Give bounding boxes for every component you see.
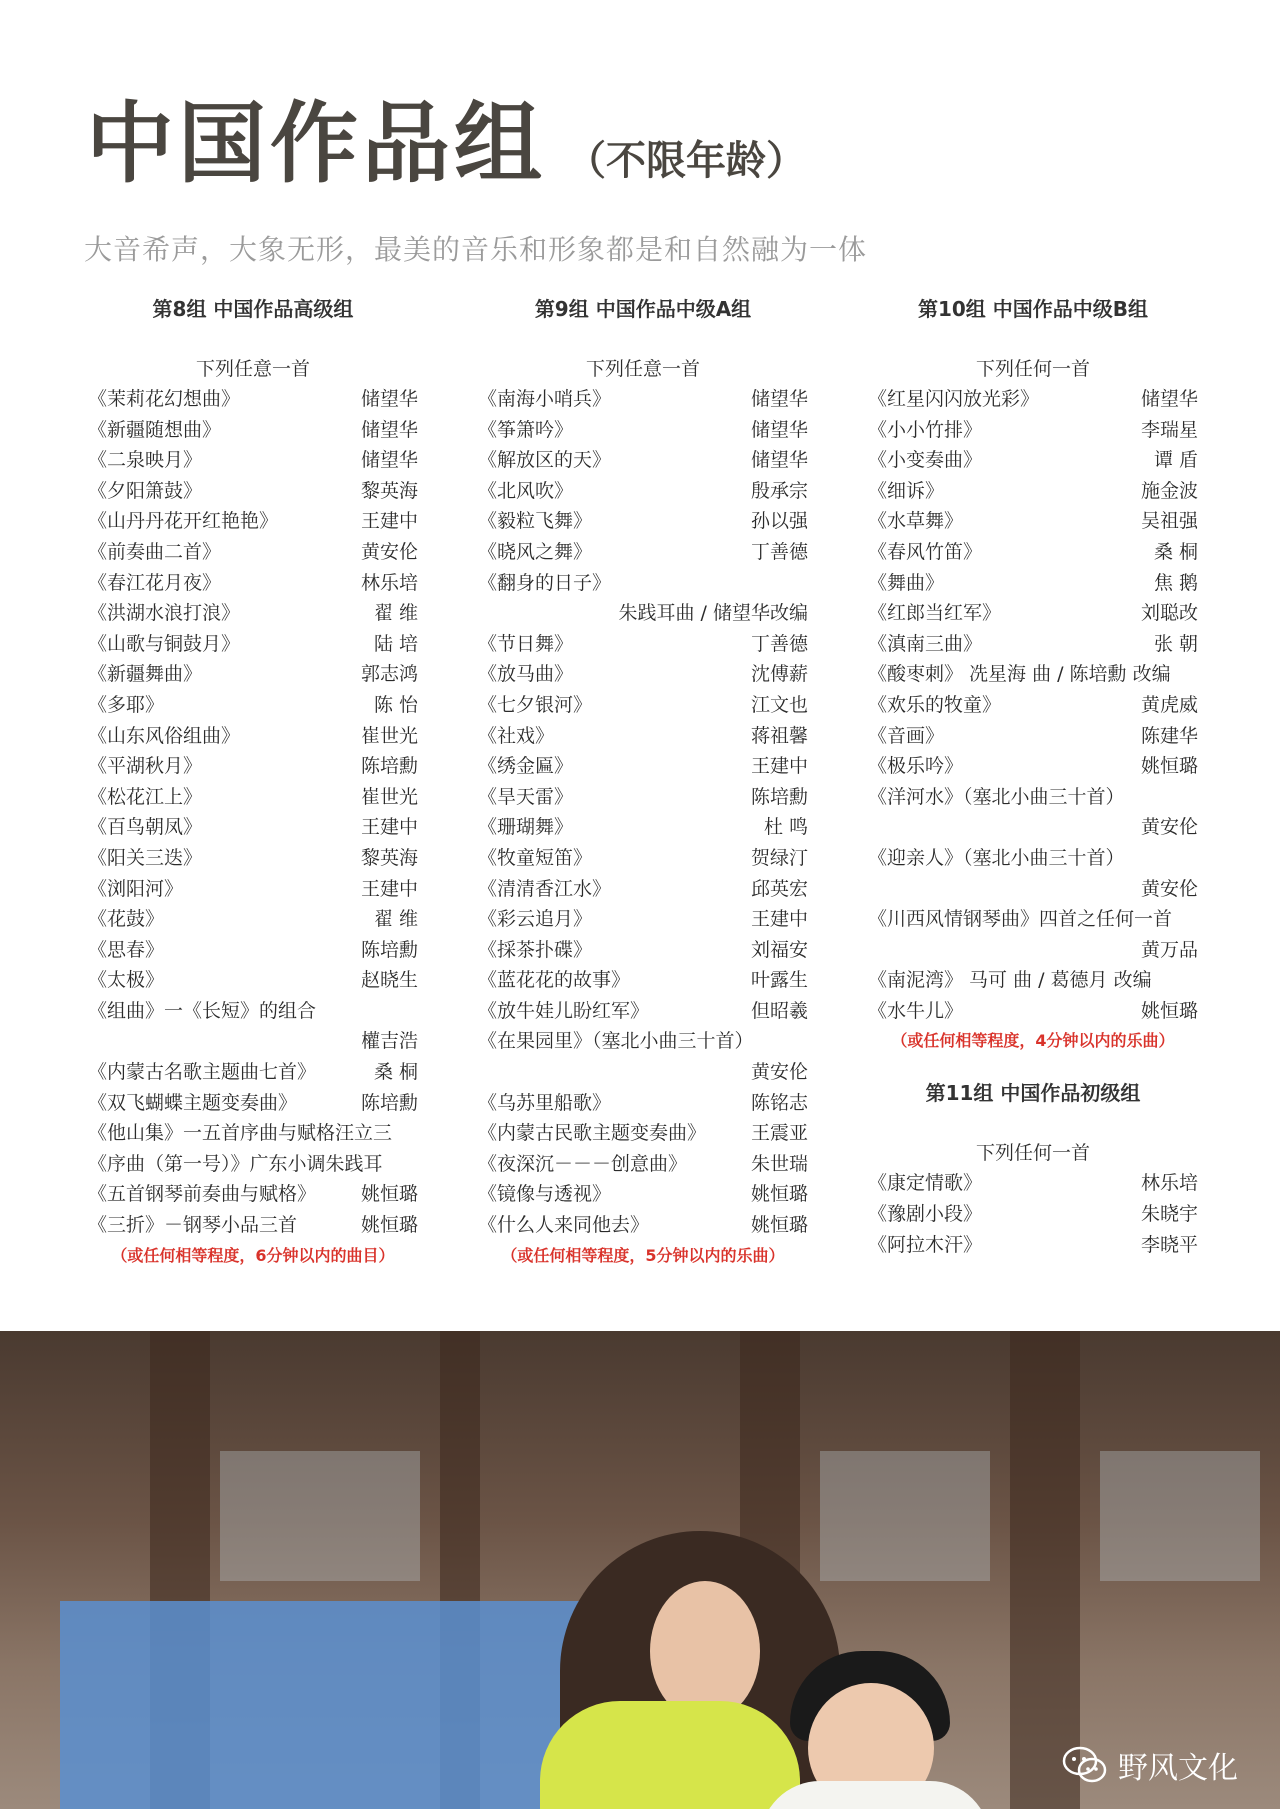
piece-title: 《内蒙古名歌主题曲七首》 bbox=[88, 1061, 317, 1084]
piece-composer: 江文也 bbox=[750, 693, 808, 716]
piece-title: 《小变奏曲》 bbox=[868, 449, 983, 472]
piece-title: 《康定情歌》 bbox=[868, 1172, 983, 1195]
piece-composer: 陈 怡 bbox=[373, 693, 418, 716]
piece-composer: 沈傅薪 bbox=[750, 663, 808, 686]
piece-composer: 储望华 bbox=[1140, 388, 1198, 410]
piece-row bbox=[478, 1149, 808, 1180]
piece-composer: 黄安伦 bbox=[1140, 877, 1198, 900]
piece-title: 《迎亲人》（塞北小曲三十首） bbox=[868, 846, 1125, 869]
piece-row bbox=[868, 965, 1198, 996]
piece-composer: 丁善德 bbox=[750, 540, 808, 563]
piece-composer: 翟 维 bbox=[373, 908, 418, 931]
piece-composer: 王建中 bbox=[360, 877, 418, 900]
piece-title: 《牧童短笛》 bbox=[478, 846, 593, 869]
blue-banner bbox=[60, 1601, 620, 1809]
piece-title: 《太极》 bbox=[88, 969, 165, 992]
piece-row bbox=[478, 1057, 808, 1088]
piece-row bbox=[478, 1088, 808, 1119]
piece-row bbox=[88, 1057, 418, 1088]
piece-row bbox=[88, 751, 418, 782]
piece-title: 《山东风俗组曲》 bbox=[88, 724, 241, 747]
piece-composer: 陈培勳 bbox=[360, 938, 418, 961]
piece-row bbox=[478, 1118, 808, 1149]
piece-title: 《夜深沉－－－创意曲》 bbox=[478, 1152, 688, 1175]
piece-title: 《阳关三迭》 bbox=[88, 846, 203, 869]
piece-row bbox=[88, 904, 418, 935]
piece-title: 《内蒙古民歌主题变奏曲》 bbox=[478, 1122, 707, 1145]
piece-composer: 王建中 bbox=[360, 510, 418, 533]
piece-row bbox=[478, 506, 808, 537]
piece-title: 《七夕银河》 bbox=[478, 693, 593, 716]
piece-title: 《三折》－钢琴小品三首 bbox=[88, 1214, 298, 1237]
piece-composer: 储望华 bbox=[750, 418, 808, 441]
piece-row bbox=[478, 629, 808, 660]
page-title bbox=[86, 92, 807, 195]
piece-composer: 张 朝 bbox=[1153, 632, 1198, 655]
piece-title: 《阿拉木汗》 bbox=[868, 1233, 983, 1256]
group-11-heading: 第11组 中国作品初级组 bbox=[925, 1081, 1141, 1106]
piece-row bbox=[478, 751, 808, 782]
piece-title: 《水牛儿》 bbox=[868, 999, 964, 1022]
piece-title: 《春风竹笛》 bbox=[868, 540, 983, 563]
piece-row bbox=[88, 965, 418, 996]
piece-composer: 吴祖强 bbox=[1140, 510, 1198, 533]
piece-row bbox=[478, 782, 808, 813]
piece-row bbox=[88, 629, 418, 660]
piece-row bbox=[868, 721, 1198, 752]
group-11-instruction: 下列任何一首 bbox=[975, 1142, 1090, 1165]
piece-row bbox=[88, 935, 418, 966]
piece-row bbox=[868, 843, 1198, 874]
group-8-heading: 第8组 中国作品高级组 bbox=[152, 297, 354, 321]
piece-title: 《小小竹排》 bbox=[868, 418, 983, 441]
piece-composer: 叶露生 bbox=[750, 969, 808, 992]
piece-title: 《多耶》 bbox=[88, 693, 165, 716]
piece-title: 《春江花月夜》 bbox=[88, 571, 222, 594]
piece-row bbox=[868, 874, 1198, 905]
piece-title: 《洋河水》（塞北小曲三十首） bbox=[868, 785, 1125, 808]
piece-composer: 施金波 bbox=[1140, 479, 1198, 502]
piece-composer: 崔世光 bbox=[360, 724, 418, 747]
piece-row bbox=[88, 415, 418, 446]
piece-title: 《北风吹》 bbox=[478, 479, 574, 502]
piece-row bbox=[868, 904, 1198, 935]
piece-title: 《平湖秋月》 bbox=[88, 755, 203, 778]
group-10-heading: 第10组 中国作品中级B组 bbox=[917, 297, 1149, 321]
piece-title: 《珊瑚舞》 bbox=[478, 816, 574, 839]
piece-composer: 杜 鸣 bbox=[763, 816, 808, 839]
piece-row bbox=[88, 598, 418, 629]
piece-composer: 權吉浩 bbox=[360, 1030, 418, 1053]
piece-composer: 储望华 bbox=[360, 388, 418, 410]
piece-row bbox=[478, 415, 808, 446]
piece-title: 《水草舞》 bbox=[868, 510, 964, 533]
piece-title: 《新疆舞曲》 bbox=[88, 663, 203, 686]
title-age-note: （不限年龄） bbox=[566, 138, 807, 184]
piece-row bbox=[478, 935, 808, 966]
group-9-column bbox=[478, 294, 808, 1271]
piece-title: 《採茶扑碟》 bbox=[478, 938, 593, 961]
main-title: 中国作品组 bbox=[86, 92, 547, 195]
piece-composer: 陈铭志 bbox=[750, 1091, 808, 1114]
piece-row bbox=[478, 537, 808, 568]
piece-row bbox=[88, 843, 418, 874]
piece-composer: 王震亚 bbox=[750, 1122, 808, 1145]
piece-composer: 但昭羲 bbox=[750, 999, 808, 1022]
piece-composer: 王建中 bbox=[360, 816, 418, 839]
piece-composer: 王建中 bbox=[750, 755, 808, 778]
piece-title: 《山丹丹花开红艳艳》 bbox=[88, 510, 279, 533]
group-9-heading: 第9组 中国作品中级A组 bbox=[534, 297, 752, 321]
piece-composer: 蒋祖馨 bbox=[750, 724, 808, 747]
piece-title: 《放牛娃儿盼红军》 bbox=[478, 999, 650, 1022]
piece-title: 《彩云追月》 bbox=[478, 908, 593, 931]
piece-row bbox=[88, 1149, 418, 1180]
piece-row bbox=[478, 1026, 808, 1057]
piece-title: 《欢乐的牧童》 bbox=[868, 693, 1002, 716]
piece-row bbox=[868, 384, 1198, 415]
piece-title: 《筝箫吟》 bbox=[478, 418, 574, 441]
piece-title: 《乌苏里船歌》 bbox=[478, 1091, 612, 1114]
piece-title: 《百鸟朝凤》 bbox=[88, 816, 203, 839]
piece-row bbox=[868, 506, 1198, 537]
piece-row bbox=[868, 1199, 1198, 1230]
piece-title: 《二泉映月》 bbox=[88, 449, 203, 472]
piece-composer: 储望华 bbox=[750, 388, 808, 410]
piece-row bbox=[478, 812, 808, 843]
piece-title: 《松花江上》 bbox=[88, 785, 203, 808]
piece-composer: 翟 维 bbox=[373, 602, 418, 625]
piece-row bbox=[88, 537, 418, 568]
piece-row bbox=[868, 415, 1198, 446]
piece-row bbox=[478, 1210, 808, 1241]
piece-title: 《组曲》一《长短》的组合 bbox=[88, 999, 317, 1022]
piece-title: 《川西风情钢琴曲》四首之任何一首 bbox=[868, 908, 1173, 931]
piece-row bbox=[478, 476, 808, 507]
piece-composer: 储望华 bbox=[360, 449, 418, 472]
group-8-instruction: 下列任意一首 bbox=[195, 358, 310, 380]
piece-composer: 谭 盾 bbox=[1153, 449, 1198, 472]
piece-title: 《他山集》一五首序曲与赋格汪立三 bbox=[88, 1122, 393, 1145]
piece-row bbox=[88, 445, 418, 476]
piece-title: 《毅粒飞舞》 bbox=[478, 510, 593, 533]
piece-composer: 刘聪改 bbox=[1140, 602, 1198, 625]
piece-composer: 郭志鸿 bbox=[360, 663, 418, 686]
photo-mother-and-son bbox=[0, 1331, 1280, 1809]
piece-row bbox=[478, 843, 808, 874]
piece-composer: 储望华 bbox=[750, 449, 808, 472]
piece-composer: 桑 桐 bbox=[373, 1061, 418, 1084]
group-10-instruction: 下列任何一首 bbox=[975, 358, 1090, 380]
piece-composer: 黄安伦 bbox=[750, 1061, 808, 1084]
piece-title: 《序曲（第一号）》广东小调朱践耳 bbox=[88, 1152, 383, 1175]
piece-row bbox=[868, 445, 1198, 476]
piece-composer: 黄安伦 bbox=[1140, 816, 1198, 839]
piece-title: 《放马曲》 bbox=[478, 663, 574, 686]
piece-composer: 姚恒璐 bbox=[1140, 999, 1198, 1022]
piece-row bbox=[88, 568, 418, 599]
group-8-column bbox=[88, 294, 418, 1271]
watermark-text: 野风文化 bbox=[1118, 1751, 1238, 1786]
piece-row bbox=[478, 996, 808, 1027]
piece-composer: 朱践耳曲 / 储望华改编 bbox=[618, 602, 808, 625]
piece-row bbox=[868, 751, 1198, 782]
piece-row bbox=[478, 659, 808, 690]
piece-row bbox=[478, 384, 808, 415]
piece-row bbox=[88, 1088, 418, 1119]
piece-row bbox=[88, 506, 418, 537]
piece-row bbox=[868, 782, 1198, 813]
piece-composer: 朱世瑞 bbox=[750, 1152, 808, 1175]
piece-row bbox=[88, 1118, 418, 1149]
piece-row bbox=[478, 598, 808, 629]
piece-composer: 姚恒璐 bbox=[360, 1214, 418, 1237]
piece-title: 《在果园里》（塞北小曲三十首） bbox=[478, 1030, 754, 1053]
piece-row bbox=[88, 996, 418, 1027]
woman-cardigan bbox=[540, 1701, 800, 1809]
piece-title: 《舞曲》 bbox=[868, 571, 945, 594]
piece-composer: 陆 培 bbox=[373, 632, 418, 655]
piece-composer: 姚恒璐 bbox=[1140, 755, 1198, 778]
piece-row bbox=[868, 812, 1198, 843]
piece-composer: 刘福安 bbox=[750, 938, 808, 961]
group-10-column bbox=[868, 294, 1198, 1260]
piece-row bbox=[868, 690, 1198, 721]
piece-title: 《花鼓》 bbox=[88, 908, 165, 931]
wechat-watermark bbox=[1062, 1743, 1238, 1787]
piece-title: 《夕阳箫鼓》 bbox=[88, 479, 203, 502]
piece-row bbox=[868, 476, 1198, 507]
piece-composer: 李晓平 bbox=[1140, 1233, 1198, 1256]
piece-composer: 桑 桐 bbox=[1153, 540, 1198, 563]
piece-composer: 王建中 bbox=[750, 908, 808, 931]
piece-title: 《极乐吟》 bbox=[868, 755, 964, 778]
piece-row bbox=[88, 1210, 418, 1241]
piece-title: 《南海小哨兵》 bbox=[478, 388, 612, 410]
piece-title: 《细诉》 bbox=[868, 479, 945, 502]
piece-title: 《红星闪闪放光彩》 bbox=[868, 388, 1040, 410]
piece-composer: 殷承宗 bbox=[750, 479, 808, 502]
piece-composer: 黎英海 bbox=[360, 846, 418, 869]
piece-row bbox=[868, 568, 1198, 599]
piece-composer: 朱晓宇 bbox=[1140, 1203, 1198, 1226]
group-9-instruction: 下列任意一首 bbox=[585, 358, 700, 380]
piece-row bbox=[88, 874, 418, 905]
piece-row bbox=[88, 812, 418, 843]
piece-composer: 李瑞星 bbox=[1140, 418, 1198, 441]
piece-composer: 焦 鹅 bbox=[1153, 571, 1198, 594]
piece-composer: 孙以强 bbox=[750, 510, 808, 533]
piece-composer: 姚恒璐 bbox=[360, 1183, 418, 1206]
piece-title: 《浏阳河》 bbox=[88, 877, 184, 900]
piece-composer: 邱英宏 bbox=[750, 877, 808, 900]
piece-row bbox=[88, 384, 418, 415]
piece-composer: 黎英海 bbox=[360, 479, 418, 502]
piece-row bbox=[868, 1230, 1198, 1261]
piece-composer: 陈培勳 bbox=[360, 755, 418, 778]
piece-title: 《豫剧小段》 bbox=[868, 1203, 983, 1226]
group-8-note: （或任何相等程度，6分钟以内的曲目） bbox=[111, 1245, 395, 1265]
piece-row bbox=[478, 568, 808, 599]
piece-title: 《山歌与铜鼓月》 bbox=[88, 632, 241, 655]
piece-composer: 黄虎威 bbox=[1140, 693, 1198, 716]
piece-title: 《清清香江水》 bbox=[478, 877, 612, 900]
group-10-note: （或任何相等程度，4分钟以内的乐曲） bbox=[891, 1031, 1175, 1051]
piece-title: 《什么人来同他去》 bbox=[478, 1214, 650, 1237]
piece-title: 《南泥湾》 马可 曲 / 葛德月 改编 bbox=[868, 969, 1152, 992]
piece-title: 《翻身的日子》 bbox=[478, 571, 612, 594]
piece-composer: 贺绿汀 bbox=[750, 846, 808, 869]
wechat-icon bbox=[1062, 1745, 1108, 1785]
piece-row bbox=[868, 629, 1198, 660]
woman-face bbox=[650, 1581, 760, 1721]
piece-title: 《音画》 bbox=[868, 724, 945, 747]
piece-row bbox=[478, 1179, 808, 1210]
piece-row bbox=[478, 874, 808, 905]
piece-row bbox=[88, 690, 418, 721]
piece-title: 《旱天雷》 bbox=[478, 785, 574, 808]
subtitle: 大音希声，大象无形，最美的音乐和形象都是和自然融为一体 bbox=[84, 233, 868, 266]
piece-row bbox=[868, 996, 1198, 1027]
piece-row bbox=[478, 690, 808, 721]
piece-composer: 丁善德 bbox=[750, 632, 808, 655]
piece-row bbox=[88, 721, 418, 752]
piece-composer: 陈建华 bbox=[1140, 724, 1198, 747]
piece-title: 《新疆随想曲》 bbox=[88, 418, 222, 441]
piece-title: 《节日舞》 bbox=[478, 632, 574, 655]
piece-composer: 林乐培 bbox=[1140, 1172, 1198, 1195]
piece-composer: 姚恒璐 bbox=[750, 1214, 808, 1237]
piece-row bbox=[88, 659, 418, 690]
piece-row bbox=[88, 782, 418, 813]
piece-row bbox=[868, 537, 1198, 568]
piece-composer: 赵晓生 bbox=[360, 969, 418, 992]
piece-title: 《解放区的天》 bbox=[478, 449, 612, 472]
piece-row bbox=[868, 1168, 1198, 1199]
piece-title: 《五首钢琴前奏曲与赋格》 bbox=[88, 1183, 317, 1206]
piece-row bbox=[478, 445, 808, 476]
piece-row bbox=[478, 904, 808, 935]
piece-row bbox=[868, 598, 1198, 629]
piece-title: 《社戏》 bbox=[478, 724, 555, 747]
piece-title: 《思春》 bbox=[88, 938, 165, 961]
piece-composer: 黄安伦 bbox=[360, 540, 418, 563]
piece-title: 《晓风之舞》 bbox=[478, 540, 593, 563]
piece-row bbox=[88, 476, 418, 507]
piece-composer: 崔世光 bbox=[360, 785, 418, 808]
piece-title: 《洪湖水浪打浪》 bbox=[88, 602, 241, 625]
group-9-note: （或任何相等程度，5分钟以内的乐曲） bbox=[501, 1245, 785, 1265]
piece-row bbox=[478, 721, 808, 752]
piece-row bbox=[88, 1179, 418, 1210]
piece-composer: 姚恒璐 bbox=[750, 1183, 808, 1206]
piece-row bbox=[88, 1026, 418, 1057]
piece-title: 《绣金匾》 bbox=[478, 755, 574, 778]
piece-composer: 储望华 bbox=[360, 418, 418, 441]
piece-composer: 陈培勳 bbox=[750, 785, 808, 808]
piece-title: 《前奏曲二首》 bbox=[88, 540, 222, 563]
piece-title: 《蓝花花的故事》 bbox=[478, 969, 631, 992]
piece-title: 《双飞蝴蝶主题变奏曲》 bbox=[88, 1091, 298, 1114]
piece-row bbox=[868, 935, 1198, 966]
piece-row bbox=[868, 659, 1198, 690]
piece-title: 《酸枣刺》 冼星海 曲 / 陈培勳 改编 bbox=[868, 663, 1171, 686]
piece-title: 《红郎当红军》 bbox=[868, 602, 1002, 625]
piece-title: 《茉莉花幻想曲》 bbox=[88, 388, 241, 410]
piece-row bbox=[478, 965, 808, 996]
piece-title: 《滇南三曲》 bbox=[868, 632, 983, 655]
piece-composer: 黄万品 bbox=[1140, 938, 1198, 961]
piece-composer: 林乐培 bbox=[360, 571, 418, 594]
piece-title: 《镜像与透视》 bbox=[478, 1183, 612, 1206]
piece-composer: 陈培勳 bbox=[360, 1091, 418, 1114]
